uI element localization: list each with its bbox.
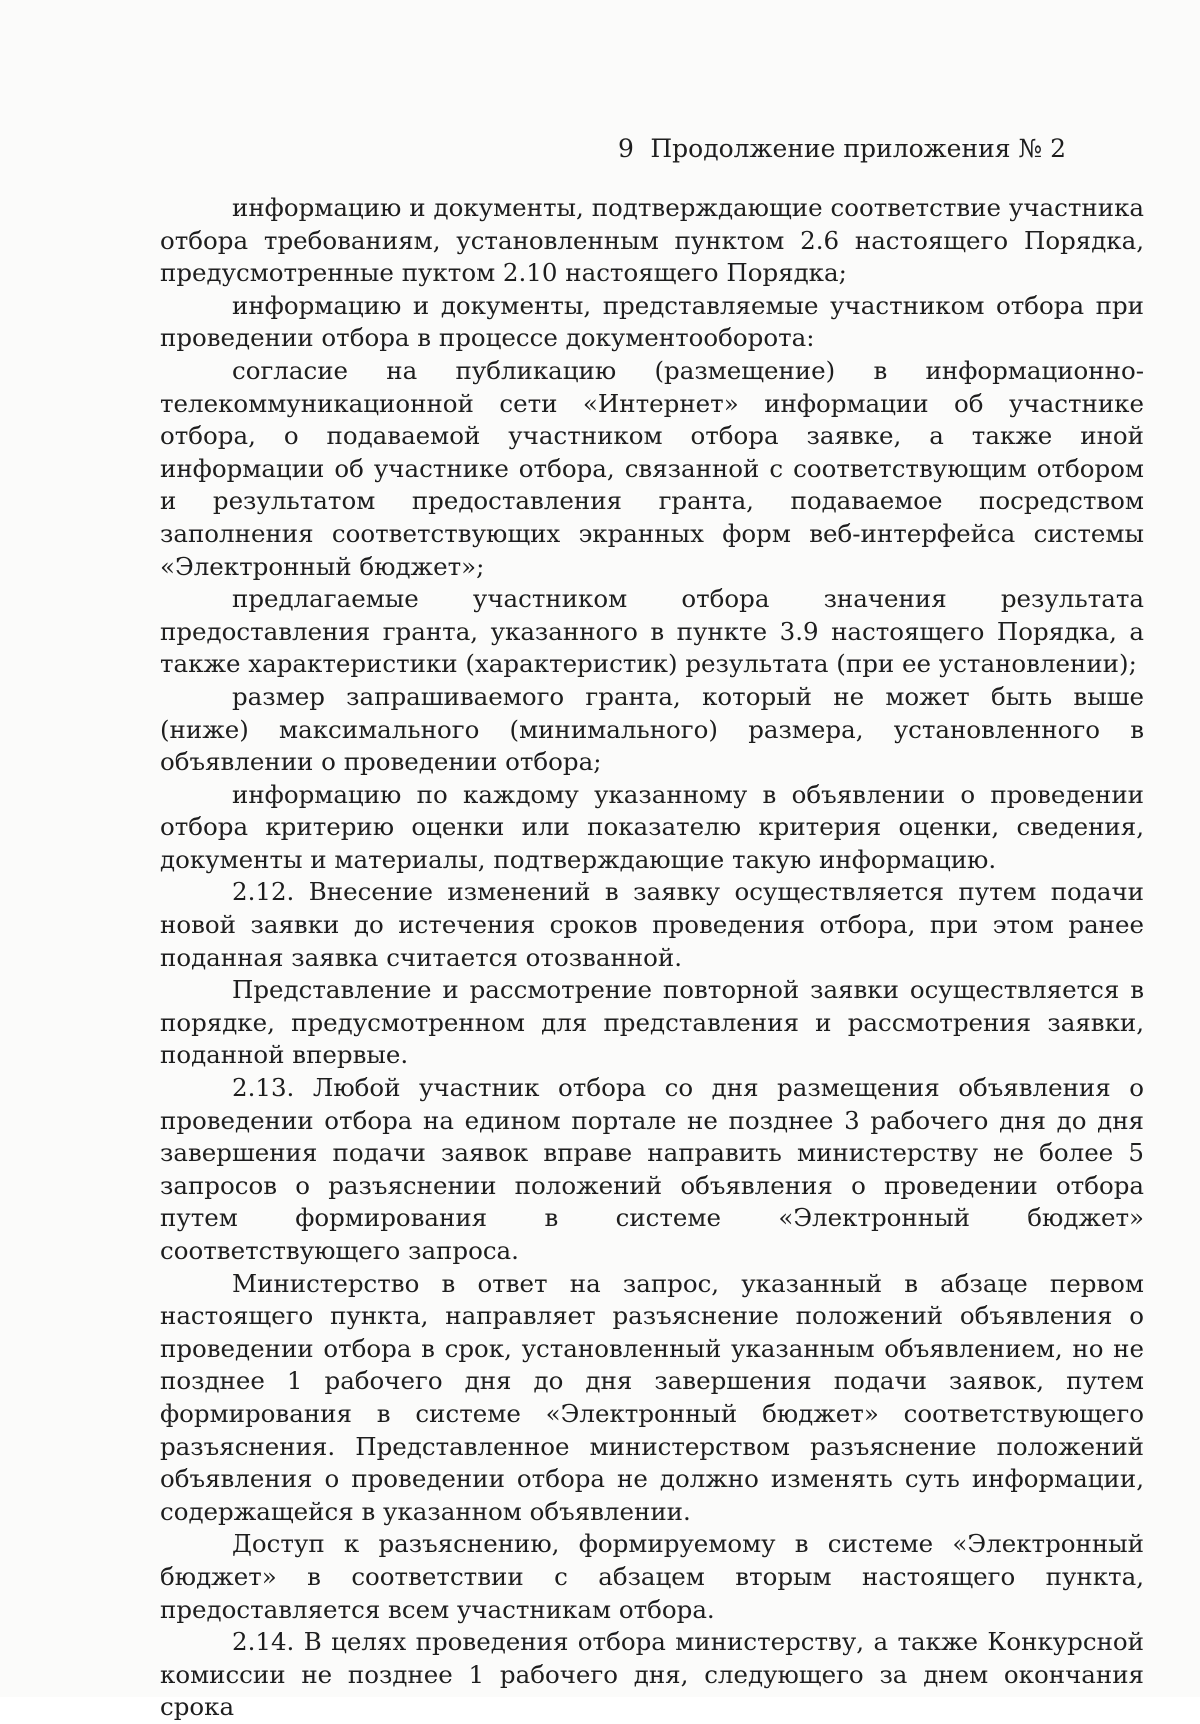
page-number: 9: [618, 134, 634, 163]
paragraph-2-13: 2.13. Любой участник отбора со дня размещения объявления о проведении отбора на едином портале не позднее 3 рабочего дня до дня завершения подачи заявок вправе направить министерству не более 5 запросов о разъяснении положений объявления о проведении отбора путем формирования в системе «Электронный бюджет» соответствующего запроса.: [160, 1073, 1144, 1265]
paragraph-ministry-response: Министерство в ответ на запрос, указанный в абзаце первом настоящего пункта, направляет разъяснение положений объявления о проведении отбора в срок, установленный указанным объявлением, но не позднее 1 рабочего дня до дня завершения подачи заявок, путем формирования в системе «Электронный бюджет» соответствующего разъяснения. Представленное министерством разъяснение положений объявления о проведении отбора не должно изменять суть информации, содержащейся в указанном объявлении.: [160, 1268, 1144, 1526]
document-body: [160, 192, 1144, 1724]
paragraph-access-to-clarification: Доступ к разъяснению, формируемому в системе «Электронный бюджет» в соответствии с абзацем вторым настоящего пункта, предоставляется всем участникам отбора.: [160, 1529, 1144, 1624]
paragraph-info-documents-workflow: информацию и документы, представляемые участником отбора при проведении отбора в процессе документооборота:: [160, 290, 1144, 353]
paragraph-publication-consent: согласие на публикацию (размещение) в информационно-телекоммуникационной сети «Интернет» информации об участнике отбора, о подаваемой участником отбора заявке, а также иной информации об участнике отбора, связанной с соответствующим отбором и результатом предоставления гранта, подаваемое посредством заполнения соответствующих экранных форм веб-интерфейса системы «Электронный бюджет»;: [160, 355, 1144, 581]
paragraph-2-12: 2.12. Внесение изменений в заявку осуществляется путем подачи новой заявки до истечения сроков проведения отбора, при этом ранее поданная заявка считается отозванной.: [160, 877, 1144, 972]
paragraph-result-values: предлагаемые участником отбора значения результата предоставления гранта, указанного в пункте 3.9 настоящего Порядка, а также характеристики (характеристик) результата (при ее установлении);: [160, 584, 1144, 679]
paragraph-repeat-application: Представление и рассмотрение повторной заявки осуществляется в порядке, предусмотренном для представления и рассмотрения заявки, поданной впервые.: [160, 975, 1144, 1070]
appendix-continuation-label: Продолжение приложения № 2: [650, 134, 1066, 163]
paragraph-2-14: 2.14. В целях проведения отбора министерству, а также Конкурсной комиссии не позднее 1 рабочего дня, следующего за днем окончания срока: [160, 1627, 1144, 1722]
paragraph-info-documents-compliance: информацию и документы, подтверждающие соответствие участника отбора требованиям, установленным пунктом 2.6 настоящего Порядка, предусмотренные пуктом 2.10 настоящего Порядка;: [160, 193, 1144, 288]
paragraph-criteria-info: информацию по каждому указанному в объявлении о проведении отбора критерию оценки или показателю критерия оценки, сведения, документы и материалы, подтверждающие такую информацию.: [160, 779, 1144, 874]
page-header: [0, 132, 1200, 166]
paragraph-grant-size: размер запрашиваемого гранта, который не может быть выше (ниже) максимального (минимального) размера, установленного в объявлении о проведении отбора;: [160, 681, 1144, 777]
